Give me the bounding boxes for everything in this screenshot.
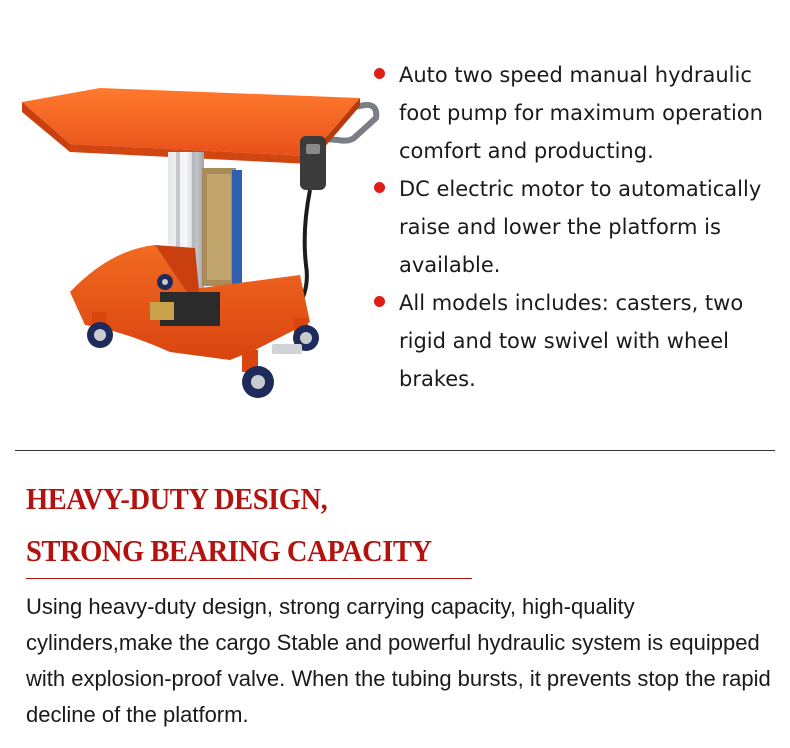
feature-item <box>370 170 785 284</box>
caster-front <box>242 350 274 398</box>
feature-list <box>370 56 785 398</box>
feature-item <box>370 56 785 170</box>
product-image-hydraulic-lift-table <box>10 60 390 420</box>
red-dot-bullet-icon <box>374 182 385 193</box>
feature-text: All models includes: casters, two rigid and tow swivel with wheel brakes. <box>399 291 744 391</box>
heading-underline <box>26 578 472 579</box>
feature-text: Auto two speed manual hydraulic foot pump for maximum operation comfort and producting. <box>399 63 763 163</box>
section-heading-line-1: HEAVY-DUTY DESIGN, <box>26 481 328 516</box>
feature-item <box>370 284 785 398</box>
section-body-text: Using heavy-duty design, strong carrying capacity, high-quality cylinders,make the cargo Stable and powerful hydraulic system is equipped with explosion-proof valve. When the tubing bursts, it prevents stop the rapid decline of the platform. <box>26 594 771 727</box>
section-divider <box>15 450 775 451</box>
section-heading-line-2: STRONG BEARING CAPACITY <box>26 533 432 568</box>
red-dot-bullet-icon <box>374 68 385 79</box>
caster-back <box>157 274 173 290</box>
red-dot-bullet-icon <box>374 296 385 307</box>
feature-text: DC electric motor to automatically raise and lower the platform is available. <box>399 177 762 277</box>
